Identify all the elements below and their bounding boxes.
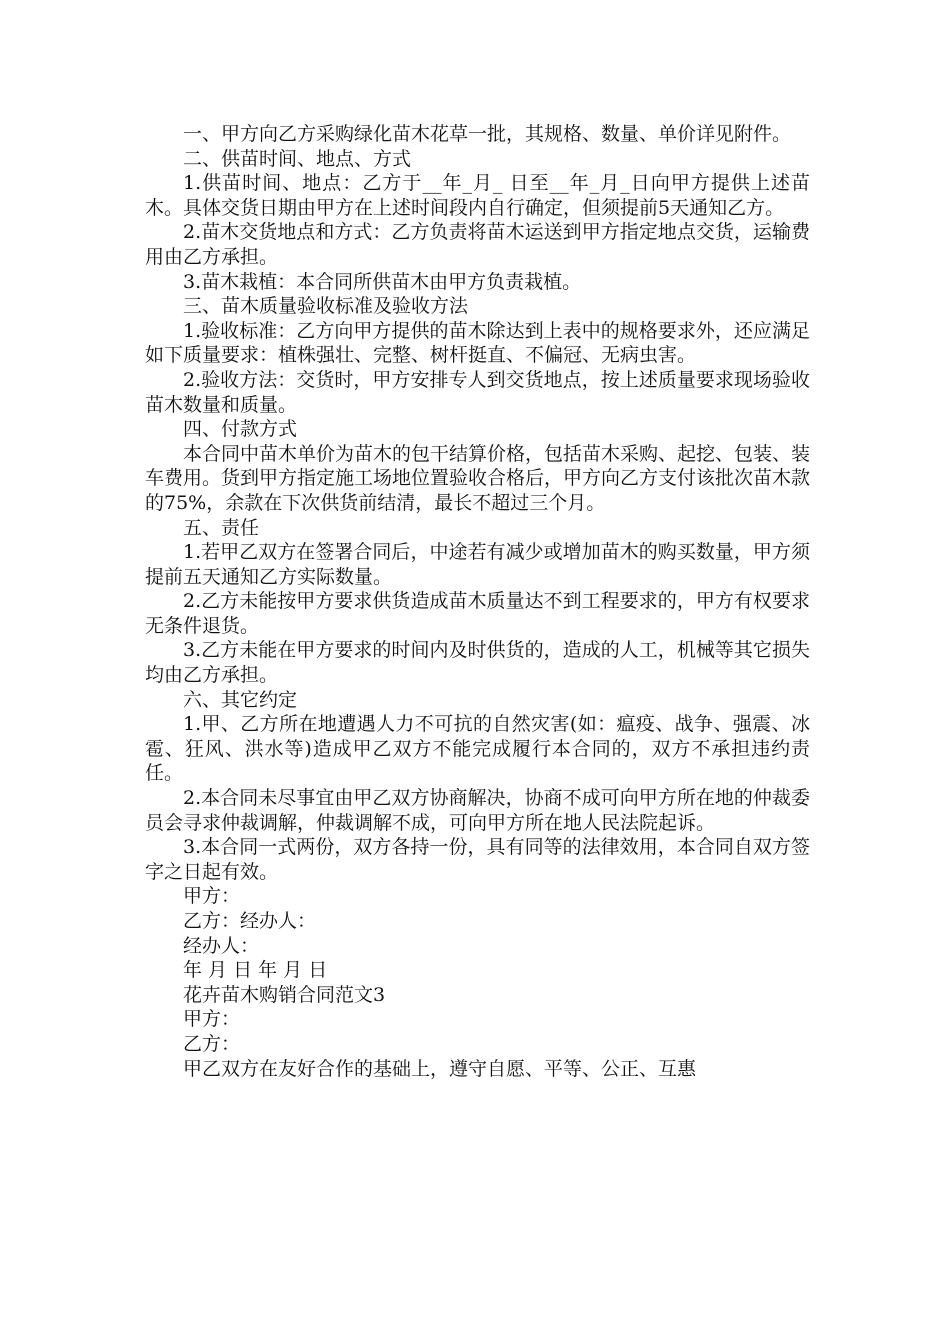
section-heading: 二、供苗时间、地点、方式 [183,147,412,170]
party-b-label: 乙方： [183,1032,241,1055]
paragraph: 1.供苗时间、地点：乙方于__年_月_ 日至__年_月_日向甲方提供上述苗木。具体交货日期由甲方在上述时间段内自行确定，但须提前5天通知乙方。 [145,172,810,219]
paragraph: 2.验收方法：交货时，甲方安排专人到交货地点，按上述质量要求现场验收苗木数量和质量。 [145,368,810,416]
signature-date-line: 年 月 日 年 月 日 [183,959,328,982]
paragraph: 3.苗木栽植：本合同所供苗木由甲方负责栽植。 [183,270,582,293]
paragraph: 3.本合同一式两份，双方各持一份，具有同等的法律效用，本合同自双方签字之日起有效。 [145,836,810,883]
section-heading: 六、其它约定 [183,688,298,711]
section-heading: 五、责任 [183,516,260,539]
party-a-label: 甲方： [183,1008,241,1031]
paragraph: 1.验收标准：乙方向甲方提供的苗木除达到上表中的规格要求外，还应满足如下质量要求：植株强壮、完整、树杆挺直、不偏冠、无病虫害。 [145,319,810,367]
signature-line-party-a: 甲方： [183,885,241,908]
section-heading: 四、付款方式 [183,418,298,441]
paragraph: 2.乙方未能按甲方要求供货造成苗木质量达不到工程要求的，甲方有权要求无条件退货。 [145,590,810,637]
section-heading: 三、苗木质量验收标准及验收方法 [183,295,469,318]
paragraph: 甲乙双方在友好合作的基础上，遵守自愿、平等、公正、互惠 [183,1057,697,1080]
paragraph: 2.苗木交货地点和方式：乙方负责将苗木运送到甲方指定地点交货，运输费用由乙方承担。 [145,221,810,268]
signature-line-party-b: 乙方：经办人： [183,910,317,932]
paragraph: 一、甲方向乙方采购绿化苗木花草一批，其规格、数量、单价详见附件。 [183,123,792,145]
paragraph: 2.本合同未尽事宜由甲乙双方协商解决，协商不成可向甲方所在地的仲裁委员会寻求仲裁调解，仲裁调解不成，可向甲方所在地人民法院起诉。 [145,787,810,834]
paragraph: 1.若甲乙双方在签署合同后，中途若有减少或增加苗木的购买数量，甲方须提前五天通知乙方实际数量。 [145,541,810,588]
paragraph: 本合同中苗木单价为苗木的包干结算价格，包括苗木采购、起挖、包装、装车费用。货到甲方指定施工场地位置验收合格后，甲方向乙方支付该批次苗木款的75%，余款在下次供货前结清，最长不超过三个月。 [145,442,811,514]
document-subtitle: 花卉苗木购销合同范文3 [183,983,386,1006]
signature-line-agent: 经办人： [183,934,260,957]
paragraph: 3.乙方未能在甲方要求的时间内及时供货的，造成的人工，机械等其它损失均由乙方承担。 [145,639,810,687]
document-body [145,122,810,1081]
paragraph: 1.甲、乙方所在地遭遇人力不可抗的自然灾害(如：瘟疫、战争、强震、冰雹、狂风、洪水等)造成甲乙双方不能完成履行本合同的，双方不承担违约责任。 [145,713,810,785]
